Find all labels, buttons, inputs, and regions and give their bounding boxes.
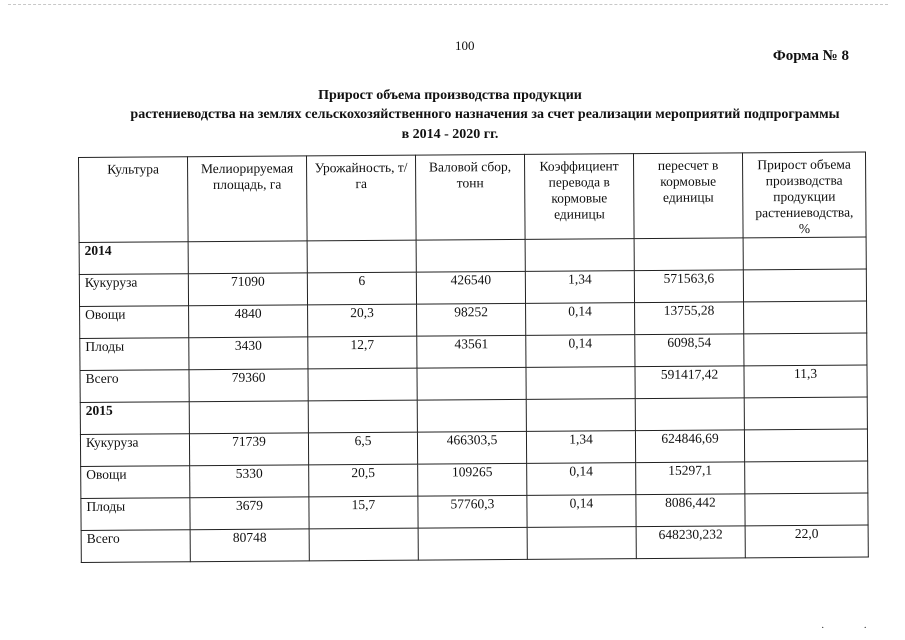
cell-feed: 13755,28 (635, 302, 744, 335)
cell-area: 3430 (189, 337, 308, 370)
cell-yield: 6 (307, 272, 416, 305)
cell-yield: 15,7 (309, 496, 418, 529)
cell-area: 79360 (189, 369, 308, 402)
cell-gross: 426540 (416, 271, 525, 304)
cell-feed: 624846,69 (635, 430, 744, 463)
heading-line-2: растениеводства на землях сельскохозяйственного назначения за счет реализации мероприятий подпрограммы (130, 107, 840, 122)
cell-coef: 0,14 (527, 463, 636, 496)
cell-growth (745, 493, 868, 526)
cell-crop: Овощи (81, 466, 190, 499)
form-label: Форма № 8 (772, 48, 849, 64)
cell-area: 80748 (190, 529, 309, 562)
cell-gross: 43561 (417, 335, 526, 368)
cell-growth (744, 301, 867, 334)
cell-gross (417, 367, 526, 400)
cell-yield: 20,3 (308, 304, 417, 337)
header-feed-units: пересчет в кормовые единицы (633, 153, 743, 239)
header-yield: Урожайность, т/га (306, 155, 416, 241)
cell-coef (526, 367, 635, 400)
cell-crop: Кукуруза (80, 434, 189, 467)
cell-coef: 1,34 (526, 431, 635, 464)
cell-gross: 466303,5 (417, 431, 526, 464)
header-crop: Культура (79, 157, 189, 243)
cell-growth (745, 461, 868, 494)
cell-crop: Плоды (81, 498, 190, 531)
cell-yield: 20,5 (309, 464, 418, 497)
cell-coef: 0,14 (526, 303, 635, 336)
header-coefficient: Коэффициент перевода в кормовые единицы (524, 154, 634, 240)
cell-gross: 109265 (418, 463, 527, 496)
cell-area: 4840 (189, 305, 308, 338)
cell-yield: 12,7 (308, 336, 417, 369)
cell-area: 5330 (190, 465, 309, 498)
page-number: 100 (455, 38, 475, 53)
cell-gross: 57760,3 (418, 495, 527, 528)
cell-growth (743, 269, 866, 302)
cell-crop: Всего (81, 530, 190, 563)
cell-feed: 8086,442 (636, 494, 745, 527)
cell-growth: 22,0 (745, 525, 868, 558)
scan-artifact-marks: · · (820, 622, 885, 634)
header-growth-percent: Прирост объема производства продукции растениеводства, % (742, 152, 866, 238)
cell-crop: Овощи (80, 306, 189, 339)
cell-area: 71739 (189, 433, 308, 466)
cell-growth: 11,3 (744, 365, 867, 398)
cell-feed: 571563,6 (634, 270, 743, 303)
cell-crop: Плоды (80, 338, 189, 371)
cell-gross (418, 527, 527, 560)
cell-growth (744, 333, 867, 366)
cell-gross: 98252 (417, 303, 526, 336)
cell-coef: 0,14 (527, 495, 636, 528)
cell-crop: Кукуруза (79, 274, 188, 307)
total-row (81, 525, 868, 562)
header-gross-harvest: Валовой сбор, тонн (415, 154, 525, 240)
cell-feed: 15297,1 (636, 462, 745, 495)
scan-top-rule (8, 4, 888, 5)
year-label: 2015 (80, 402, 189, 435)
production-table (78, 151, 869, 562)
cell-yield: 6,5 (308, 432, 417, 465)
cell-yield (308, 368, 417, 401)
cell-area: 71090 (188, 273, 307, 306)
cell-yield (309, 528, 418, 561)
cell-feed: 591417,42 (635, 366, 744, 399)
cell-growth (744, 429, 867, 462)
year-label: 2014 (79, 242, 188, 275)
heading-line-1: Прирост объема производства продукции (318, 88, 582, 103)
cell-area: 3679 (190, 497, 309, 530)
cell-coef (527, 527, 636, 560)
cell-feed: 6098,54 (635, 334, 744, 367)
cell-coef: 1,34 (525, 271, 634, 304)
cell-coef: 0,14 (526, 335, 635, 368)
heading-line-3: в 2014 - 2020 гг. (401, 127, 499, 142)
cell-crop: Всего (80, 370, 189, 403)
table-header-row (79, 152, 867, 242)
header-area: Мелиорируемая площадь, га (188, 156, 308, 242)
cell-feed: 648230,232 (636, 526, 745, 559)
